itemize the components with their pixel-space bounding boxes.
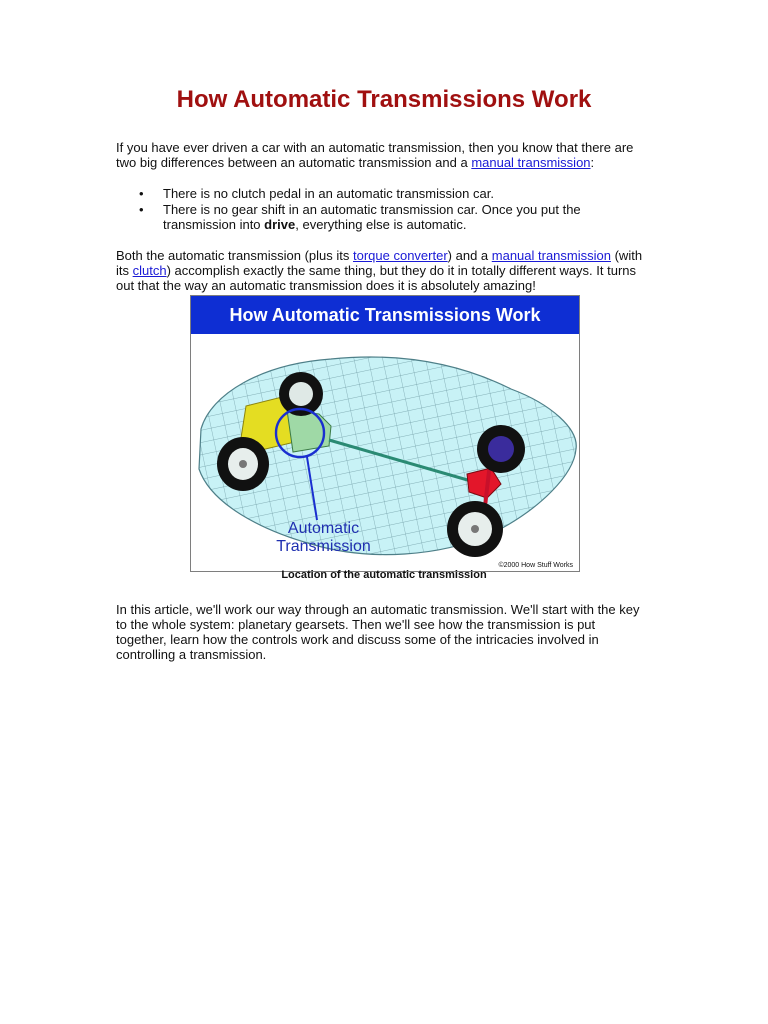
intro-paragraph — [116, 140, 646, 170]
figure-banner: How Automatic Transmissions Work — [191, 296, 579, 334]
para2-text-2: ) and a — [447, 248, 492, 263]
list-item — [116, 186, 636, 201]
manual-transmission-link-2[interactable]: manual transmission — [491, 248, 611, 263]
bullet-icon: • — [139, 186, 144, 201]
bullet-text: There is no gear shift in an automatic transmission car. Once you put the transmission into — [163, 202, 581, 232]
second-paragraph — [116, 248, 646, 293]
torque-converter-link[interactable]: torque converter — [353, 248, 448, 263]
front-right-wheel — [217, 437, 269, 491]
para2-text-1: Both the automatic transmission (plus its — [116, 248, 353, 263]
bullet-list — [116, 186, 636, 233]
bold-drive: drive — [264, 217, 296, 232]
third-paragraph: In this article, we'll work our way through an automatic transmission. We'll start with the key to the whole system: planetary gearsets. Then we'll see how the transmission is put together, learn how the controls work and discuss some of the intricacies involved in controlling a transmission. — [116, 602, 640, 662]
para2-text-4: ) accomplish exactly the same thing, but they do it in totally different ways. It turns out that the way an automatic transmission does it is absolutely amazing! — [116, 263, 637, 293]
intro-text: If you have ever driven a car with an automatic transmission, then you know that there are two big differences between an automatic transmission and a — [116, 140, 634, 170]
manual-transmission-link[interactable]: manual transmission — [471, 155, 591, 170]
bullet-text: There is no clutch pedal in an automatic transmission car. — [163, 186, 494, 201]
rear-right-wheel — [447, 501, 503, 557]
transmission-figure — [190, 295, 580, 572]
clutch-link[interactable]: clutch — [132, 263, 167, 278]
rear-left-wheel — [477, 425, 525, 473]
bullet-text-end: , everything else is automatic. — [295, 217, 467, 232]
label-line-1: Automatic — [287, 520, 360, 537]
copyright-notice: ©2000 How Stuff Works — [498, 562, 573, 569]
transmission-label — [231, 520, 416, 556]
list-item — [116, 202, 636, 232]
intro-colon: : — [590, 155, 595, 170]
figure-caption: Location of the automatic transmission — [281, 569, 487, 581]
para2-text-3: (with its — [116, 248, 643, 278]
label-line-2: Transmission — [276, 538, 371, 555]
bullet-icon: • — [139, 202, 144, 217]
page-title: How Automatic Transmissions Work — [176, 86, 592, 113]
